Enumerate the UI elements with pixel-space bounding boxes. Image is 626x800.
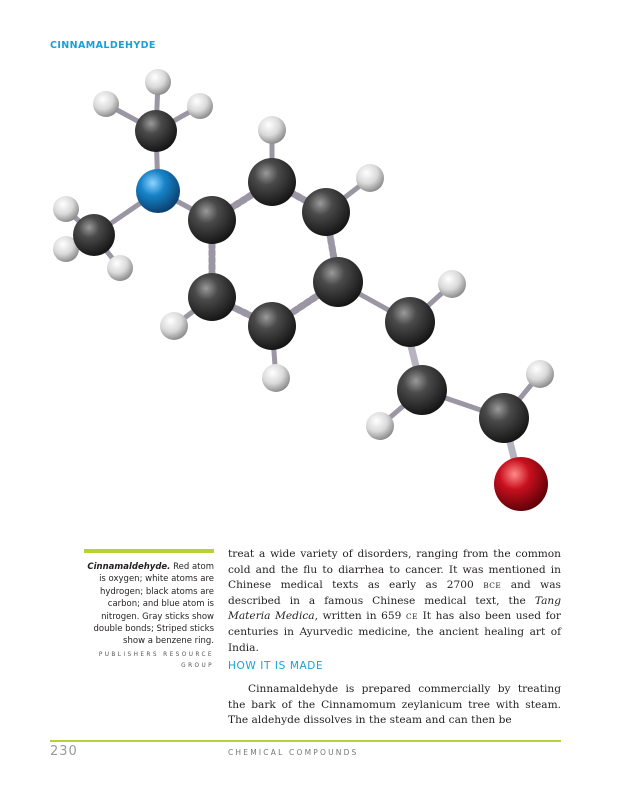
carbon-atom: [73, 214, 115, 256]
footer-book-title: CHEMICAL COMPOUNDS: [228, 748, 359, 757]
text-run: treat a wide variety of disorders, ranging from the common cold and the flu to diarrhea to cancer. It was mentioned in Chinese medical texts as early as 2700: [228, 548, 561, 592]
hydrogen-atom: [93, 91, 119, 117]
text-run: , written in 659: [314, 610, 406, 623]
era-abbrev: BCE: [483, 581, 502, 591]
hydrogen-atom: [366, 412, 394, 440]
section-heading: HOW IT IS MADE: [228, 660, 324, 672]
carbon-atom: [385, 297, 435, 347]
book-title: Tang Materia Medica: [228, 594, 561, 623]
hydrogen-atom: [187, 93, 213, 119]
nitrogen-atom: [136, 169, 180, 213]
hydrogen-atom: [145, 69, 171, 95]
carbon-atom: [135, 110, 177, 152]
hydrogen-atom: [107, 255, 133, 281]
caption-rule: [84, 549, 214, 553]
hydrogen-atom: [262, 364, 290, 392]
carbon-atom: [313, 257, 363, 307]
bond-group: [66, 82, 540, 482]
page-number: 230: [50, 744, 78, 759]
running-head: CINNAMALDEHYDE: [50, 40, 156, 51]
carbon-atom: [188, 273, 236, 321]
atom-group: [53, 69, 554, 511]
carbon-atom: [248, 158, 296, 206]
hydrogen-atom: [526, 360, 554, 388]
carbon-atom: [188, 196, 236, 244]
carbon-atom: [302, 188, 350, 236]
body-paragraph-2: Cinnamaldehyde is prepared commercially by treating the bark of the Cinnamomum zeylanicum tree with steam. The aldehyde dissolves in the steam and can then be: [228, 683, 561, 727]
hydrogen-atom: [356, 164, 384, 192]
carbon-atom: [479, 393, 529, 443]
oxygen-atom: [494, 457, 548, 511]
carbon-atom: [397, 365, 447, 415]
caption-credit: PUBLISHERS RESOURCE GROUP: [98, 651, 214, 669]
hydrogen-atom: [53, 196, 79, 222]
carbon-atom: [248, 302, 296, 350]
molecule-illustration: [40, 60, 580, 530]
hydrogen-atom: [438, 270, 466, 298]
hydrogen-atom: [160, 312, 188, 340]
era-abbrev: CE: [405, 612, 419, 622]
caption-text: Red atom is oxygen; white atoms are hydrogen; black atoms are carbon; and blue atom is nitrogen. Gray sticks show double bonds; Striped sticks show a benzene ring.: [93, 562, 214, 647]
caption-title: Cinnamaldehyde.: [87, 562, 171, 572]
footer-rule: [50, 740, 561, 742]
figure-caption: [84, 561, 214, 672]
text-run: and was described in a famous Chinese medical text, the: [228, 579, 561, 607]
hydrogen-atom: [258, 116, 286, 144]
text-run: It has also been used for centuries in Ayurvedic medicine, the ancient healing art of India.: [228, 610, 561, 654]
body-paragraph-1: [228, 547, 561, 656]
